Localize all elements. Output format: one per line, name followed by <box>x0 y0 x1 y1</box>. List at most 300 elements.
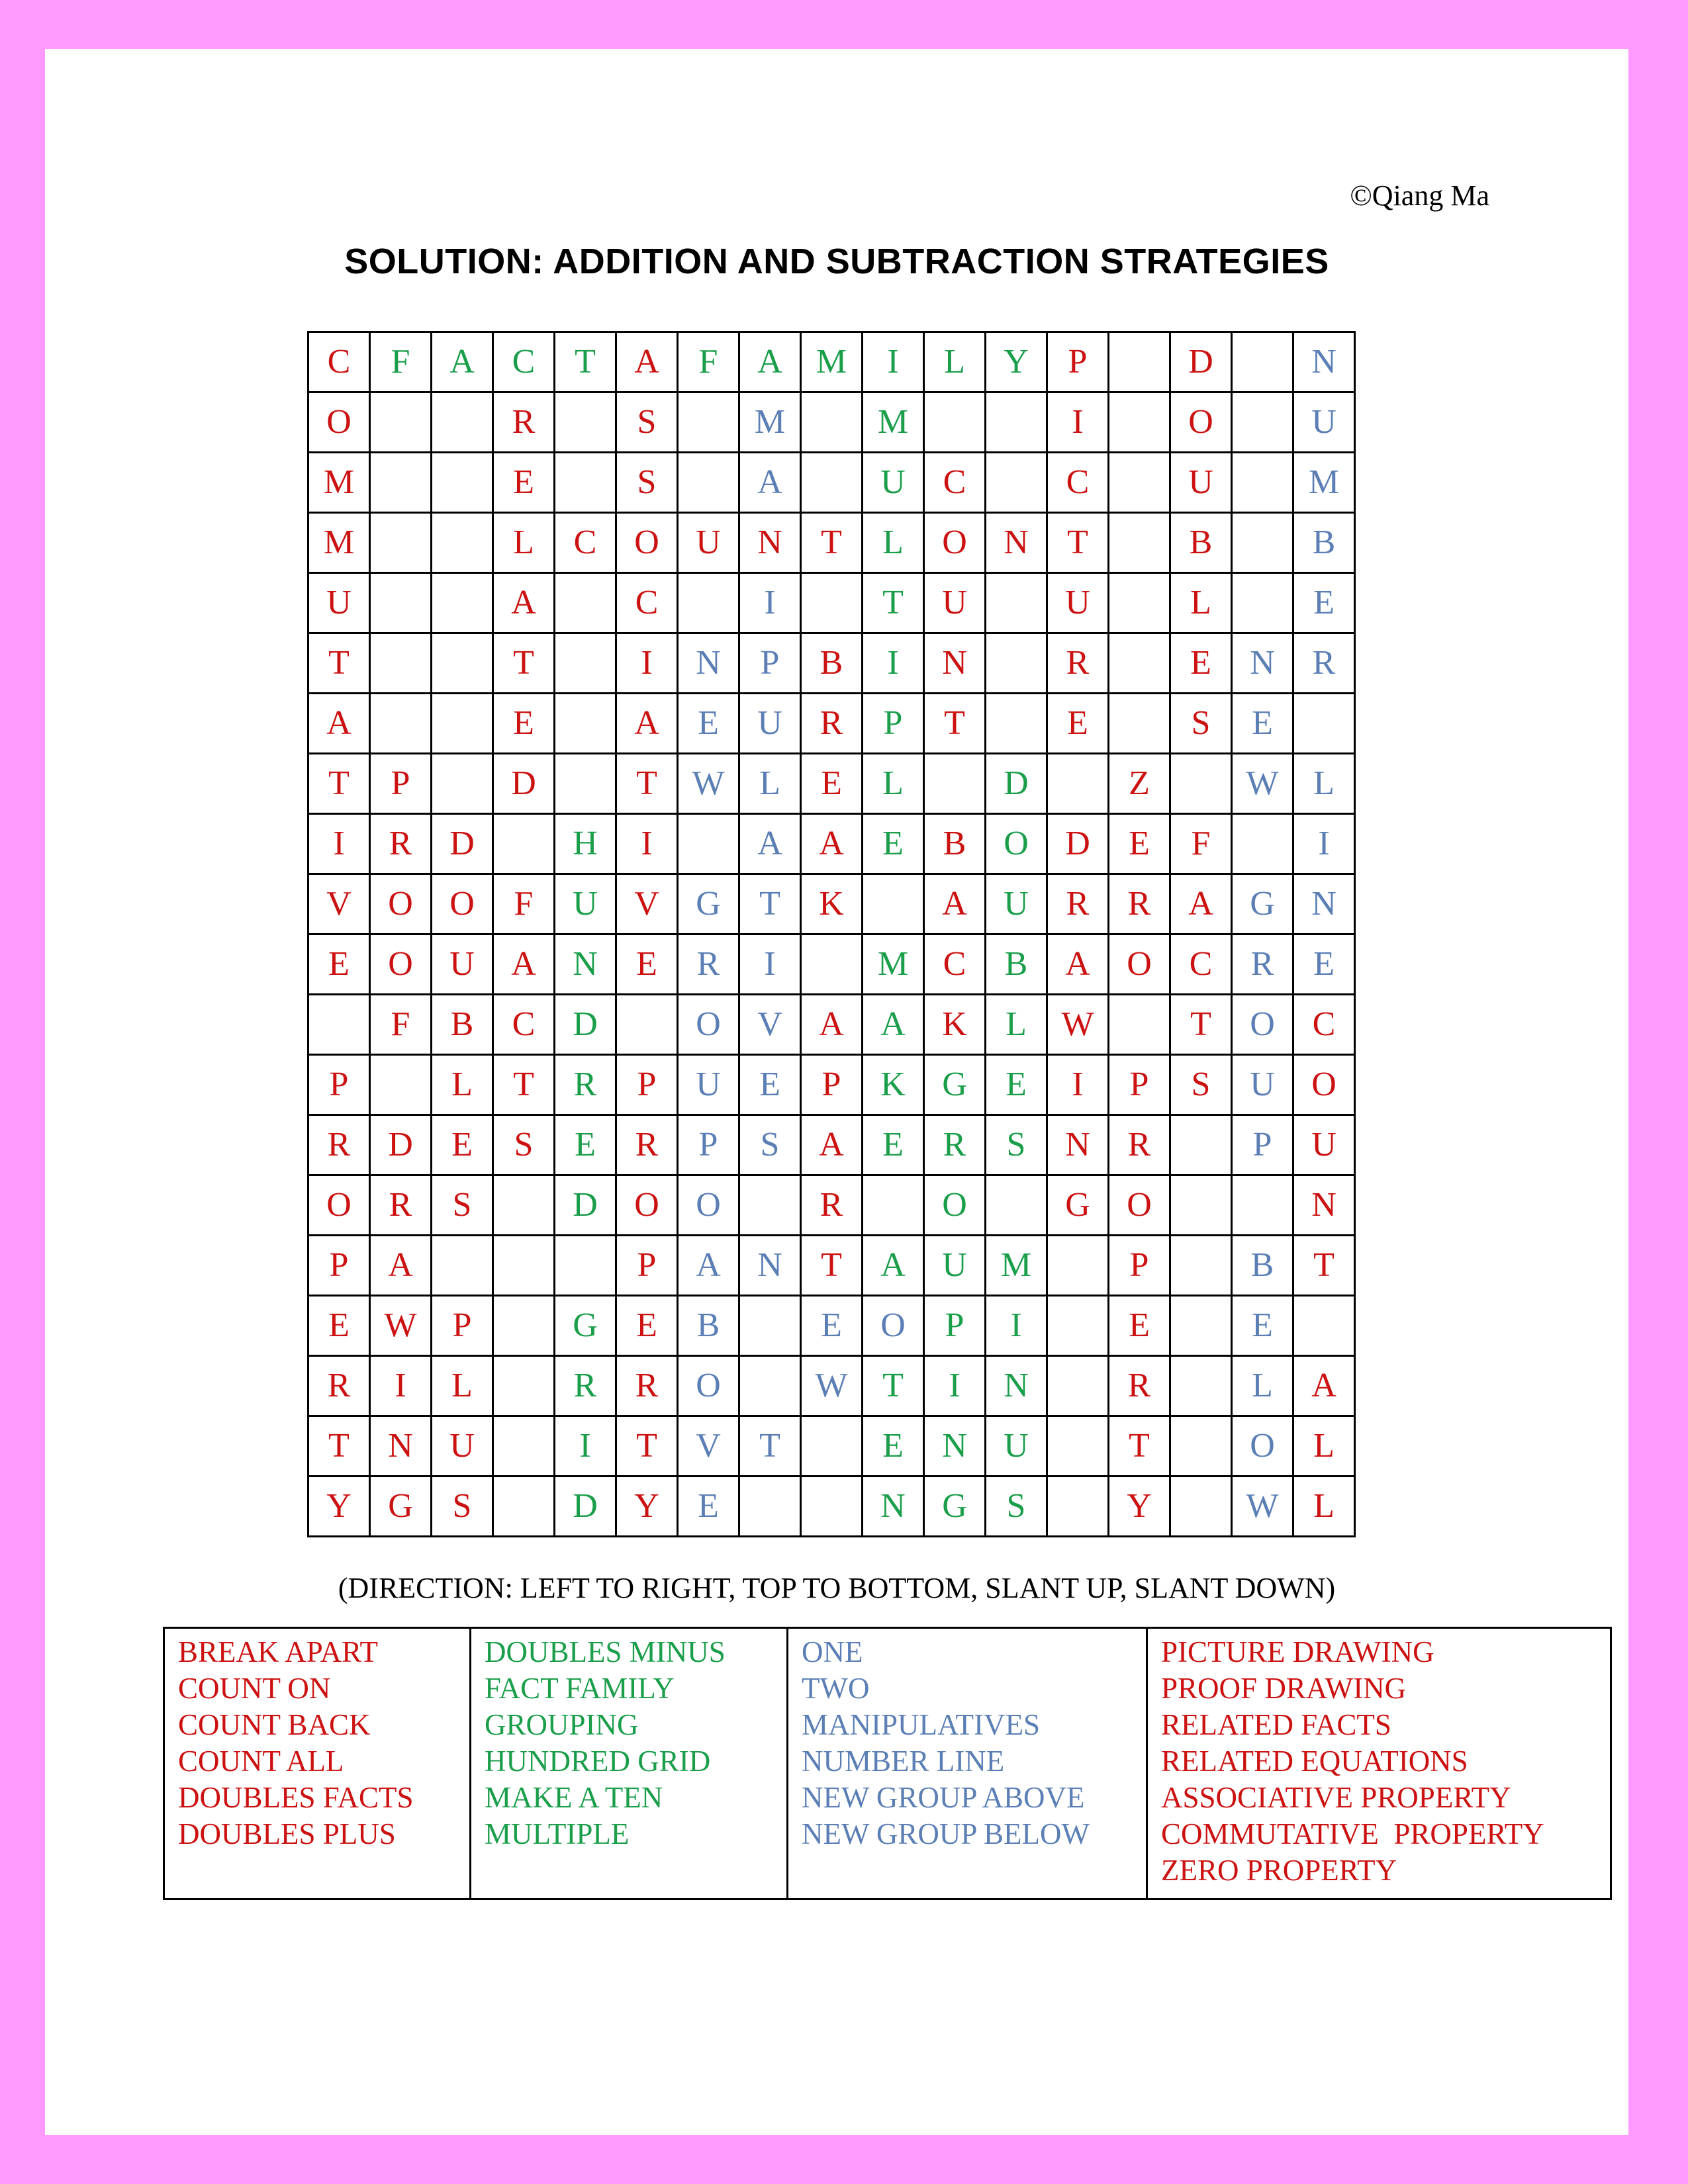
grid-cell: V <box>308 874 370 934</box>
grid-cell: O <box>1109 934 1170 995</box>
grid-cell: R <box>1047 633 1109 694</box>
grid-cell <box>986 694 1047 754</box>
grid-cell: T <box>616 754 678 814</box>
grid-cell: Y <box>986 332 1047 392</box>
grid-cell: K <box>863 1055 924 1115</box>
grid-cell: G <box>924 1055 986 1115</box>
grid-cell: P <box>1109 1236 1170 1296</box>
grid-cell: I <box>555 1416 616 1477</box>
grid-cell: S <box>739 1115 801 1175</box>
grid-cell: D <box>555 1477 616 1537</box>
grid-cell: A <box>863 1236 924 1296</box>
grid-cell: Y <box>308 1477 370 1537</box>
grid-cell: M <box>863 392 924 453</box>
grid-cell <box>801 453 863 513</box>
grid-cell: A <box>739 332 801 392</box>
grid-cell: C <box>555 513 616 573</box>
grid-cell <box>1047 1477 1109 1537</box>
grid-cell: L <box>986 995 1047 1055</box>
grid-cell: E <box>986 1055 1047 1115</box>
grid-cell: O <box>924 513 986 573</box>
grid-cell: L <box>863 513 924 573</box>
grid-row <box>308 1477 1355 1537</box>
word-bank-word: ONE <box>802 1635 863 1668</box>
grid-cell <box>1170 1175 1232 1236</box>
grid-cell: P <box>1232 1115 1293 1175</box>
grid-cell: D <box>555 995 616 1055</box>
grid-cell <box>1170 754 1232 814</box>
grid-cell: O <box>1109 1175 1170 1236</box>
grid-cell: D <box>1170 332 1232 392</box>
grid-cell: I <box>308 814 370 874</box>
grid-cell <box>1047 1356 1109 1416</box>
word-bank-word: RELATED FACTS <box>1161 1708 1391 1741</box>
grid-cell: N <box>678 633 739 694</box>
grid-cell: T <box>863 573 924 633</box>
grid-cell: A <box>863 995 924 1055</box>
grid-cell: N <box>1293 332 1355 392</box>
grid-cell <box>370 392 432 453</box>
grid-cell: P <box>308 1055 370 1115</box>
grid-cell: O <box>616 513 678 573</box>
grid-cell: P <box>432 1296 493 1356</box>
grid-cell <box>1232 573 1293 633</box>
grid-cell: P <box>1109 1055 1170 1115</box>
grid-cell: V <box>739 995 801 1055</box>
word-bank-word: NEW GROUP BELOW <box>802 1817 1090 1850</box>
grid-cell: I <box>1293 814 1355 874</box>
grid-cell: I <box>739 573 801 633</box>
grid-cell: L <box>924 332 986 392</box>
grid-cell: E <box>1109 1296 1170 1356</box>
word-bank-word: PICTURE DRAWING <box>1161 1635 1434 1668</box>
grid-cell: N <box>863 1477 924 1537</box>
grid-cell <box>986 453 1047 513</box>
grid-cell: N <box>1293 1175 1355 1236</box>
grid-cell: U <box>986 874 1047 934</box>
grid-cell: D <box>1047 814 1109 874</box>
grid-cell: I <box>863 332 924 392</box>
grid-cell: M <box>739 392 801 453</box>
grid-cell: E <box>863 1416 924 1477</box>
grid-cell: L <box>1293 1416 1355 1477</box>
grid-cell <box>1232 392 1293 453</box>
grid-row <box>308 995 1355 1055</box>
grid-cell: E <box>863 814 924 874</box>
grid-cell <box>370 573 432 633</box>
grid-row <box>308 453 1355 513</box>
grid-cell: U <box>432 1416 493 1477</box>
grid-cell: U <box>678 1055 739 1115</box>
grid-cell <box>1109 453 1170 513</box>
grid-cell: O <box>1232 1416 1293 1477</box>
grid-cell: O <box>370 934 432 995</box>
grid-cell <box>308 995 370 1055</box>
grid-cell: O <box>678 995 739 1055</box>
grid-cell: E <box>801 754 863 814</box>
grid-cell: G <box>678 874 739 934</box>
grid-cell: U <box>1047 573 1109 633</box>
grid-row <box>308 934 1355 995</box>
grid-cell: N <box>924 633 986 694</box>
grid-cell: O <box>616 1175 678 1236</box>
grid-row <box>308 392 1355 453</box>
grid-cell <box>1170 1236 1232 1296</box>
grid-cell: R <box>555 1055 616 1115</box>
grid-cell <box>863 1175 924 1236</box>
grid-cell: I <box>616 633 678 694</box>
word-bank <box>163 1627 1612 1900</box>
word-bank-word: RELATED EQUATIONS <box>1161 1745 1468 1778</box>
grid-cell: I <box>863 633 924 694</box>
grid-cell <box>432 1236 493 1296</box>
word-bank-word: TWO <box>802 1672 870 1705</box>
grid-cell: C <box>1293 995 1355 1055</box>
grid-cell: N <box>555 934 616 995</box>
word-bank-column <box>471 1628 788 1899</box>
grid-cell <box>924 754 986 814</box>
grid-cell <box>863 874 924 934</box>
grid-cell: N <box>370 1416 432 1477</box>
word-bank-word: COUNT ALL <box>178 1745 344 1778</box>
grid-cell: A <box>801 995 863 1055</box>
grid-cell <box>739 1356 801 1416</box>
grid-cell: R <box>678 934 739 995</box>
grid-cell: U <box>863 453 924 513</box>
grid-cell <box>493 1236 555 1296</box>
directions-text: (DIRECTION: LEFT TO RIGHT, TOP TO BOTTOM, SLANT UP, SLANT DOWN) <box>338 1572 1336 1604</box>
grid-cell <box>801 573 863 633</box>
grid-cell: S <box>493 1115 555 1175</box>
grid-cell: U <box>986 1416 1047 1477</box>
grid-cell: T <box>1170 995 1232 1055</box>
grid-cell <box>801 1477 863 1537</box>
grid-cell: A <box>1170 874 1232 934</box>
grid-cell <box>370 694 432 754</box>
grid-cell: T <box>924 694 986 754</box>
grid-cell: A <box>370 1236 432 1296</box>
grid-cell: D <box>986 754 1047 814</box>
grid-cell <box>1109 573 1170 633</box>
grid-cell <box>555 1236 616 1296</box>
grid-cell <box>801 1416 863 1477</box>
grid-cell: T <box>493 633 555 694</box>
grid-cell: T <box>1109 1416 1170 1477</box>
grid-cell: Y <box>616 1477 678 1537</box>
grid-cell: R <box>370 814 432 874</box>
grid-cell: N <box>1047 1115 1109 1175</box>
grid-cell: S <box>1170 1055 1232 1115</box>
grid-cell: A <box>801 814 863 874</box>
grid-cell: C <box>1170 934 1232 995</box>
grid-cell: T <box>555 332 616 392</box>
grid-cell <box>986 392 1047 453</box>
grid-cell: D <box>432 814 493 874</box>
grid-cell <box>678 573 739 633</box>
grid-cell: A <box>739 453 801 513</box>
grid-cell: O <box>678 1175 739 1236</box>
grid-cell: G <box>1232 874 1293 934</box>
grid-cell <box>555 453 616 513</box>
word-bank-word: PROOF DRAWING <box>1161 1672 1407 1705</box>
grid-cell: U <box>678 513 739 573</box>
grid-cell: P <box>924 1296 986 1356</box>
grid-cell: W <box>1232 1477 1293 1537</box>
grid-cell: R <box>1293 633 1355 694</box>
grid-cell: B <box>1232 1236 1293 1296</box>
grid-cell <box>678 814 739 874</box>
grid-cell: V <box>616 874 678 934</box>
grid-cell <box>801 392 863 453</box>
grid-cell: W <box>1232 754 1293 814</box>
grid-cell <box>739 1296 801 1356</box>
grid-cell: R <box>555 1356 616 1416</box>
word-bank-word: COUNT ON <box>178 1672 331 1705</box>
grid-cell: O <box>924 1175 986 1236</box>
grid-cell <box>1293 694 1355 754</box>
grid-cell: N <box>739 513 801 573</box>
grid-cell: E <box>555 1115 616 1175</box>
grid-cell: R <box>924 1115 986 1175</box>
grid-cell: R <box>493 392 555 453</box>
word-bank-column <box>788 1628 1147 1899</box>
grid-cell: U <box>1293 1115 1355 1175</box>
grid-cell: W <box>1047 995 1109 1055</box>
grid-cell <box>432 573 493 633</box>
grid-cell: B <box>1293 513 1355 573</box>
grid-cell <box>493 814 555 874</box>
grid-cell: Z <box>1109 754 1170 814</box>
grid-cell: R <box>1109 874 1170 934</box>
grid-cell <box>493 1356 555 1416</box>
grid-cell: R <box>308 1115 370 1175</box>
grid-cell: A <box>493 573 555 633</box>
word-bank-word: GROUPING <box>485 1708 639 1741</box>
grid-cell: P <box>678 1115 739 1175</box>
grid-cell: T <box>801 1236 863 1296</box>
grid-cell: H <box>555 814 616 874</box>
grid-cell: S <box>1170 694 1232 754</box>
grid-cell: W <box>678 754 739 814</box>
grid-row <box>308 1236 1355 1296</box>
grid-cell: K <box>801 874 863 934</box>
grid-cell <box>1109 633 1170 694</box>
grid-cell: E <box>1232 694 1293 754</box>
grid-cell <box>555 573 616 633</box>
grid-cell: P <box>801 1055 863 1115</box>
word-bank-word: COMMUTATIVE PROPERTY <box>1161 1817 1544 1850</box>
grid-cell: E <box>308 1296 370 1356</box>
grid-cell: A <box>739 814 801 874</box>
grid-cell: F <box>493 874 555 934</box>
word-bank-word: ZERO PROPERTY <box>1161 1854 1397 1887</box>
word-bank-word: ASSOCIATIVE PROPERTY <box>1161 1781 1511 1814</box>
grid-cell: T <box>616 1416 678 1477</box>
grid-cell <box>370 633 432 694</box>
word-bank-word: FACT FAMILY <box>485 1672 675 1705</box>
grid-cell: L <box>493 513 555 573</box>
grid-cell: E <box>616 934 678 995</box>
grid-cell: R <box>1109 1115 1170 1175</box>
grid-cell <box>432 513 493 573</box>
page-title: SOLUTION: ADDITION AND SUBTRACTION STRATEGIES <box>344 242 1329 281</box>
grid-cell: A <box>616 694 678 754</box>
grid-cell: T <box>493 1055 555 1115</box>
grid-cell: L <box>432 1356 493 1416</box>
grid-cell <box>1232 453 1293 513</box>
grid-cell: E <box>1109 814 1170 874</box>
grid-cell: D <box>493 754 555 814</box>
word-bank-word: BREAK APART <box>178 1635 378 1668</box>
grid-cell: B <box>678 1296 739 1356</box>
grid-cell <box>1170 1416 1232 1477</box>
grid-cell: O <box>1293 1055 1355 1115</box>
grid-cell: E <box>1293 934 1355 995</box>
grid-cell: N <box>986 1356 1047 1416</box>
grid-cell: B <box>432 995 493 1055</box>
grid-cell <box>801 934 863 995</box>
grid-cell <box>1047 1296 1109 1356</box>
grid-cell <box>1232 332 1293 392</box>
grid-cell: E <box>493 453 555 513</box>
grid-row <box>308 1175 1355 1236</box>
grid-row <box>308 513 1355 573</box>
grid-cell: B <box>924 814 986 874</box>
grid-cell: B <box>986 934 1047 995</box>
grid-cell <box>1109 513 1170 573</box>
grid-cell: C <box>924 934 986 995</box>
grid-cell: N <box>739 1236 801 1296</box>
grid-cell: N <box>1293 874 1355 934</box>
grid-cell <box>1232 513 1293 573</box>
grid-cell <box>555 633 616 694</box>
grid-cell: R <box>616 1356 678 1416</box>
grid-cell: Y <box>1109 1477 1170 1537</box>
grid-cell: B <box>801 633 863 694</box>
grid-cell: I <box>1047 1055 1109 1115</box>
grid-cell: P <box>308 1236 370 1296</box>
grid-cell: O <box>986 814 1047 874</box>
grid-cell <box>1109 332 1170 392</box>
grid-cell <box>432 754 493 814</box>
grid-cell: A <box>1293 1356 1355 1416</box>
grid-cell <box>432 694 493 754</box>
grid-cell <box>739 1477 801 1537</box>
grid-cell: E <box>678 694 739 754</box>
grid-cell <box>1170 1115 1232 1175</box>
grid-cell: M <box>863 934 924 995</box>
grid-cell: A <box>432 332 493 392</box>
grid-cell: U <box>308 573 370 633</box>
grid-cell: O <box>678 1356 739 1416</box>
grid-cell: E <box>1232 1296 1293 1356</box>
grid-row <box>308 1356 1355 1416</box>
grid-row <box>308 694 1355 754</box>
grid-cell: P <box>739 633 801 694</box>
grid-cell: E <box>308 934 370 995</box>
grid-cell: P <box>370 754 432 814</box>
grid-cell: C <box>1047 453 1109 513</box>
grid-cell: D <box>555 1175 616 1236</box>
grid-cell: O <box>1232 995 1293 1055</box>
grid-row <box>308 814 1355 874</box>
grid-cell: M <box>308 453 370 513</box>
grid-cell: L <box>1170 573 1232 633</box>
grid-cell: W <box>370 1296 432 1356</box>
grid-cell: E <box>678 1477 739 1537</box>
grid-cell: D <box>370 1115 432 1175</box>
grid-cell <box>493 1477 555 1537</box>
grid-cell: T <box>1293 1236 1355 1296</box>
grid-cell: A <box>924 874 986 934</box>
grid-cell: O <box>308 1175 370 1236</box>
grid-cell: R <box>370 1175 432 1236</box>
grid-cell: T <box>308 1416 370 1477</box>
word-bank-word: NEW GROUP ABOVE <box>802 1781 1085 1814</box>
grid-cell: V <box>678 1416 739 1477</box>
grid-cell <box>493 1296 555 1356</box>
grid-row <box>308 874 1355 934</box>
grid-cell: L <box>1293 1477 1355 1537</box>
copyright-notice: ©Qiang Ma <box>1350 179 1489 212</box>
grid-cell <box>1109 392 1170 453</box>
grid-cell <box>1293 1296 1355 1356</box>
grid-cell: P <box>616 1055 678 1115</box>
grid-cell: R <box>616 1115 678 1175</box>
word-bank-word: HUNDRED GRID <box>485 1745 711 1778</box>
grid-cell: T <box>863 1356 924 1416</box>
grid-cell: L <box>1232 1356 1293 1416</box>
grid-cell: S <box>616 453 678 513</box>
grid-cell: N <box>1232 633 1293 694</box>
grid-cell: U <box>555 874 616 934</box>
grid-cell: R <box>801 1175 863 1236</box>
word-bank-word: DOUBLES PLUS <box>178 1817 396 1850</box>
grid-cell: E <box>739 1055 801 1115</box>
grid-cell: E <box>1170 633 1232 694</box>
grid-cell: E <box>1293 573 1355 633</box>
grid-cell: I <box>739 934 801 995</box>
grid-cell <box>1232 1175 1293 1236</box>
grid-cell <box>924 392 986 453</box>
grid-cell: G <box>555 1296 616 1356</box>
grid-cell: U <box>739 694 801 754</box>
grid-row <box>308 573 1355 633</box>
grid-cell: R <box>1047 874 1109 934</box>
grid-cell: T <box>739 874 801 934</box>
grid-cell: C <box>493 332 555 392</box>
grid-cell: E <box>432 1115 493 1175</box>
word-bank-word: MAKE A TEN <box>485 1781 663 1814</box>
grid-cell: F <box>370 995 432 1055</box>
grid-cell: L <box>739 754 801 814</box>
grid-cell: L <box>1293 754 1355 814</box>
grid-row <box>308 1115 1355 1175</box>
word-bank-column <box>1147 1628 1611 1899</box>
grid-cell <box>370 1055 432 1115</box>
word-bank-word: DOUBLES MINUS <box>485 1635 726 1668</box>
grid-cell: S <box>432 1175 493 1236</box>
grid-row <box>308 1055 1355 1115</box>
grid-row <box>308 633 1355 694</box>
grid-row <box>308 1416 1355 1477</box>
grid-cell: R <box>308 1356 370 1416</box>
grid-cell: A <box>308 694 370 754</box>
grid-cell: L <box>432 1055 493 1115</box>
grid-cell: F <box>678 332 739 392</box>
grid-cell <box>616 995 678 1055</box>
grid-cell: T <box>308 754 370 814</box>
